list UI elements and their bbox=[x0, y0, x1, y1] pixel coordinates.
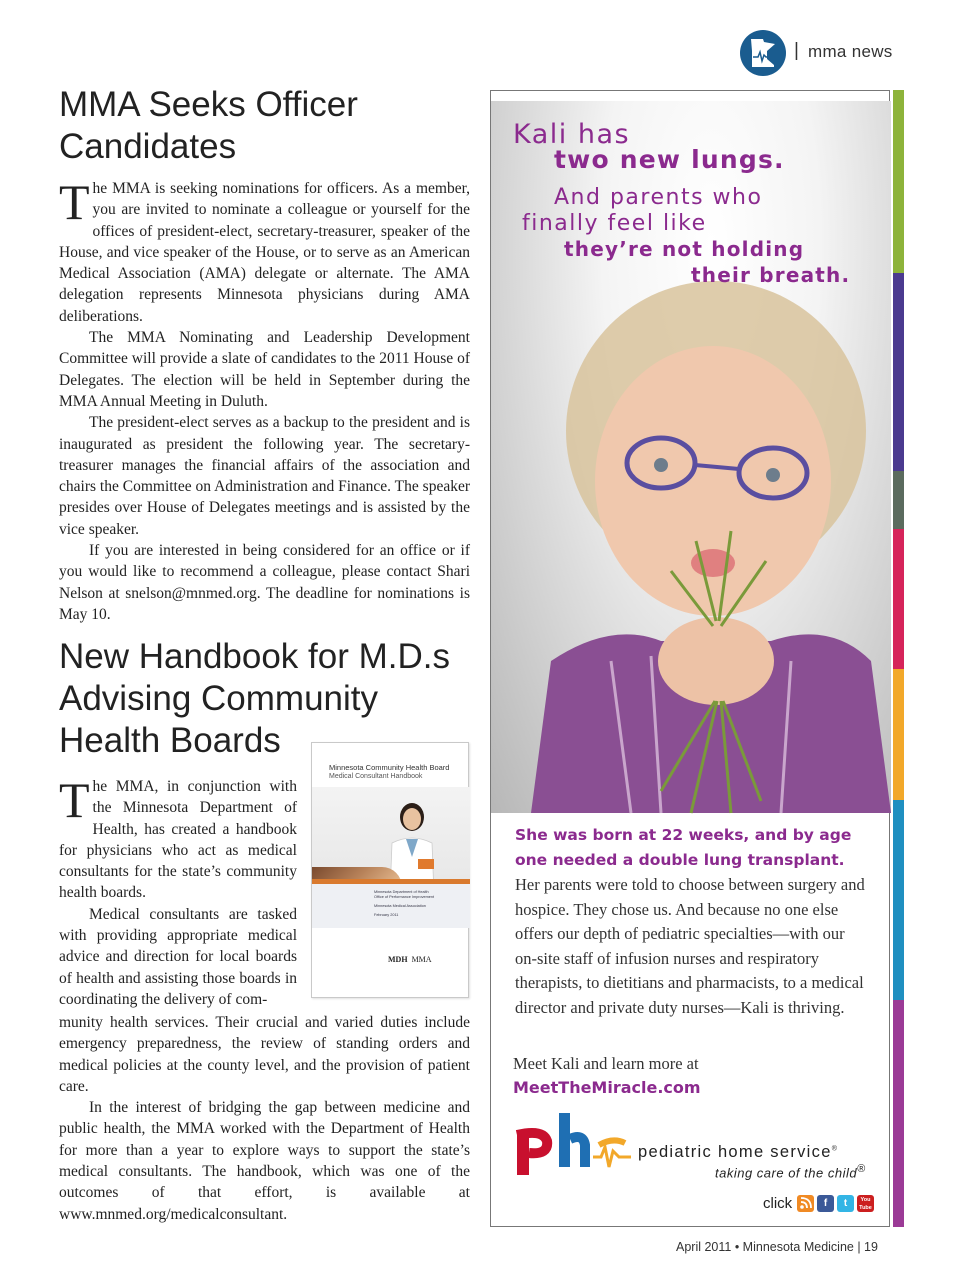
child-photo bbox=[491, 101, 891, 813]
headline-line: two new lungs. bbox=[554, 145, 785, 174]
article-2-title: New Handbook for M.D.s Advising Community Health Boards bbox=[59, 637, 450, 760]
phs-logo bbox=[513, 1098, 633, 1179]
headline-line: they’re not holding bbox=[564, 237, 805, 261]
ad-meet-text: Meet Kali and learn more at bbox=[513, 1054, 699, 1073]
article-2-paragraph: The MMA, in conjunction with the Minnesota Department of Health, has created a handbook for physicians who act as medical consultants for the state’s community health boards. bbox=[59, 772, 297, 902]
color-stripe bbox=[893, 273, 904, 471]
article-2-continued bbox=[59, 1012, 470, 1225]
color-stripe bbox=[893, 669, 904, 800]
header-separator: | bbox=[794, 40, 799, 61]
article-1-paragraph: The president-elect serves as a backup to the president and is inaugurated as president the following year. The secretary-treasurer manages the financial affairs of the association and chairs the Committee on Administration and Finance. The speaker presides over House of Delegates meetings and is assisted by the vice speaker. bbox=[59, 414, 470, 538]
article-2-paragraph: In the interest of bridging the gap between medicine and public health, the MMA worked with the Department of Health for more than a year to explore ways to support the state’s medical consultants. The handbook, which was one of the outcomes of that effort, is available at www.mnmed.org/medicalconsultant. bbox=[59, 1099, 470, 1223]
cover-subtitle: Medical Consultant Handbook bbox=[329, 773, 423, 780]
cover-logos: MDH MMA bbox=[388, 955, 432, 964]
minnesota-state-icon bbox=[740, 30, 786, 76]
cover-title: Minnesota Community Health Board bbox=[329, 763, 450, 772]
article-2-intro bbox=[59, 772, 297, 1010]
drop-cap: T bbox=[59, 174, 90, 230]
section-header bbox=[740, 30, 920, 78]
ad-url-link[interactable]: MeetTheMiracle.com bbox=[513, 1078, 701, 1097]
headline-line: finally feel like bbox=[522, 211, 707, 236]
twitter-icon[interactable]: t bbox=[837, 1195, 854, 1212]
brand-tagline: taking care of the child® bbox=[715, 1163, 866, 1181]
article-2-paragraph: Medical consultants are tasked with providing appropriate medical advice and direction for local boards of health and assisting those boards in coordinating the delivery of com- bbox=[59, 905, 297, 1008]
brand-name: pediatric home service® bbox=[638, 1143, 839, 1161]
article-1-title: MMA Seeks Officer Candidates bbox=[59, 85, 358, 166]
headline-line: their breath. bbox=[691, 263, 851, 287]
headline-line: Kali has bbox=[513, 119, 631, 150]
svg-text:phs: phs bbox=[513, 1098, 536, 1115]
article-1-body bbox=[59, 174, 470, 625]
cover-info-panel: Minnesota Department of Health Office of Performance Improvement Minnesota Medical Association February 2011 bbox=[312, 884, 470, 928]
color-stripe bbox=[893, 800, 904, 1000]
pediatric-home-service-ad bbox=[490, 90, 890, 1227]
color-stripe bbox=[893, 90, 904, 273]
click-label: click bbox=[763, 1195, 793, 1212]
headline-line: And parents who bbox=[554, 185, 763, 210]
drop-cap: T bbox=[59, 772, 90, 828]
rss-icon[interactable] bbox=[797, 1195, 814, 1212]
article-1-paragraph: If you are interested in being considered for an office or if you would like to recommend a colleague, please contact Shari Nelson at snelson@mnmed.org. The deadline for nominations is May 10. bbox=[59, 542, 470, 623]
color-stripe bbox=[893, 471, 904, 529]
article-2-paragraph: munity health services. Their crucial and varied duties include emergency preparedness, the review of standing orders and medical policies at the county level, and the provision of patient care. bbox=[59, 1014, 470, 1095]
color-stripe bbox=[893, 529, 904, 669]
handbook-cover bbox=[311, 742, 469, 998]
ad-body: Her parents were told to choose between surgery and hospice. They chose us. And because no one else offers our depth of pediatric specialties—with our on-site staff of infusion nurses and respiratory therapists, to dietitians and pharmacists, to a medical director and private duty nurses—Kali is thriving. bbox=[515, 875, 865, 1017]
article-1-paragraph: The MMA is seeking nominations for officers. As a member, you are invited to nominate a colleague or yourself for the offices of president-elect, secretary-treasurer, speaker of the House, and vice speaker of the House, or to serve as an American Medical Association (AMA) delegate or alternate. The AMA delegation represents Minnesota physicians during AMA deliberations. bbox=[59, 174, 470, 325]
ad-lead: She was born at 22 weeks, and by age one needed a double lung transplant. bbox=[515, 826, 852, 869]
section-label: mma news bbox=[808, 42, 893, 61]
article-1-paragraph: The MMA Nominating and Leadership Development Committee will provide a slate of candidates to the 2011 House of Delegates. The election will be held in September during the MMA Annual Meeting in Duluth. bbox=[59, 329, 470, 410]
page-footer: April 2011 • Minnesota Medicine | 19 bbox=[676, 1240, 878, 1254]
youtube-icon[interactable]: You Tube bbox=[857, 1195, 874, 1212]
color-stripe bbox=[893, 1000, 904, 1227]
facebook-icon[interactable]: f bbox=[817, 1195, 834, 1212]
